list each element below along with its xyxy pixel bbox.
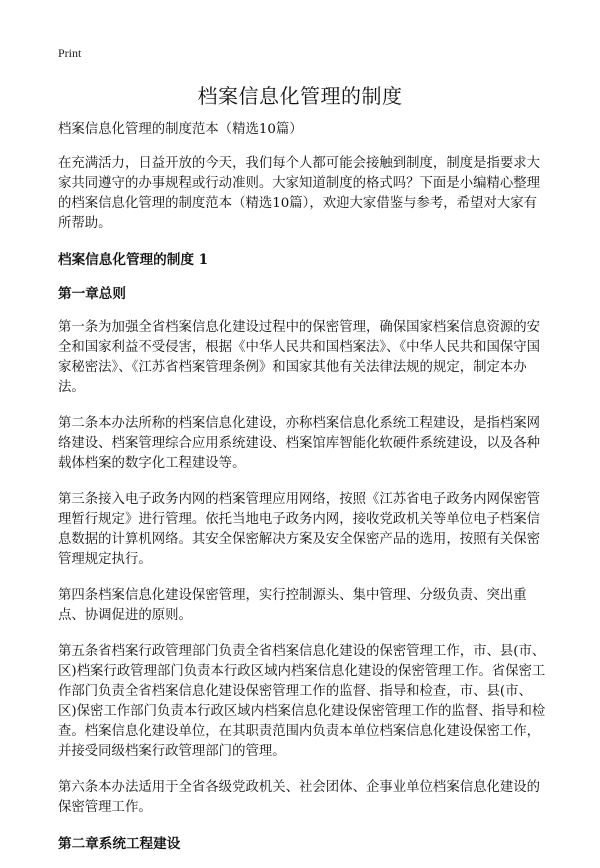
print-link[interactable]: Print [58, 46, 82, 60]
chapter-heading: 第二章系统工程建设 [58, 836, 181, 852]
document-body [58, 120, 550, 868]
article-paragraph: 第二条本办法所称的档案信息化建设，亦称档案信息化系统工程建设，是指档案网络建设、档案管理综合应用系统建设、档案馆库智能化软硬件系统建设，以及各种载体档案的数字化工程建设等。 [58, 416, 541, 471]
article-paragraph: 第五条省档案行政管理部门负责全省档案信息化建设的保密管理工作，市、县(市、区)档案行政管理部门负责本行政区域内档案信息化建设的保密管理工作。省保密工作部门负责全省档案信息化建设保密管理工作的监督、指导和检查，市、县(市、区)保密工作部门负责本行政区域内档案信息化建设保密管理工作的监督、指导和检查。档案信息化建设单位，在其职责范围内负责本单位档案信息化建设保密工作，并接受同级档案行政管理部门的管理。 [58, 644, 546, 759]
chapter-heading: 第一章总则 [58, 286, 126, 302]
article-paragraph: 第六条本办法适用于全省各级党政机关、社会团体、企事业单位档案信息化建设的保密管理工作。 [58, 780, 541, 815]
article-paragraph: 第一条为加强全省档案信息化建设过程中的保密管理，确保国家档案信息资源的安全和国家利益不受侵害，根据《中华人民共和国档案法》、《中华人民共和国保守国家秘密法》、《江苏省档案管理条例》和国家其他有关法律法规的规定，制定本办法。 [58, 320, 541, 395]
article-paragraph: 第四条档案信息化建设保密管理，实行控制源头、集中管理、分级负责、突出重点、协调促进的原则。 [58, 588, 527, 623]
page-title: 档案信息化管理的制度 [197, 84, 403, 108]
document-subtitle: 档案信息化管理的制度范本（精选10篇） [58, 122, 303, 137]
article-paragraph: 第三条接入电子政务内网的档案管理应用网络，按照《江苏省电子政务内网保密管理暂行规定》进行管理。依托当地电子政务内网，接收党政机关等单位电子档案信息数据的计算机网络。其安全保密解决方案及安全保密产品的选用，按照有关保密管理规定执行。 [58, 492, 541, 567]
section-heading: 档案信息化管理的制度 1 [58, 252, 209, 268]
intro-paragraph: 在充满活力，日益开放的今天，我们每个人都可能会接触到制度，制度是指要求大家共同遵守的办事规程或行动准则。大家知道制度的格式吗？下面是小编精心整理的档案信息化管理的制度范本（精选10篇），欢迎大家借鉴与参考，希望对大家有所帮助。 [58, 156, 541, 231]
